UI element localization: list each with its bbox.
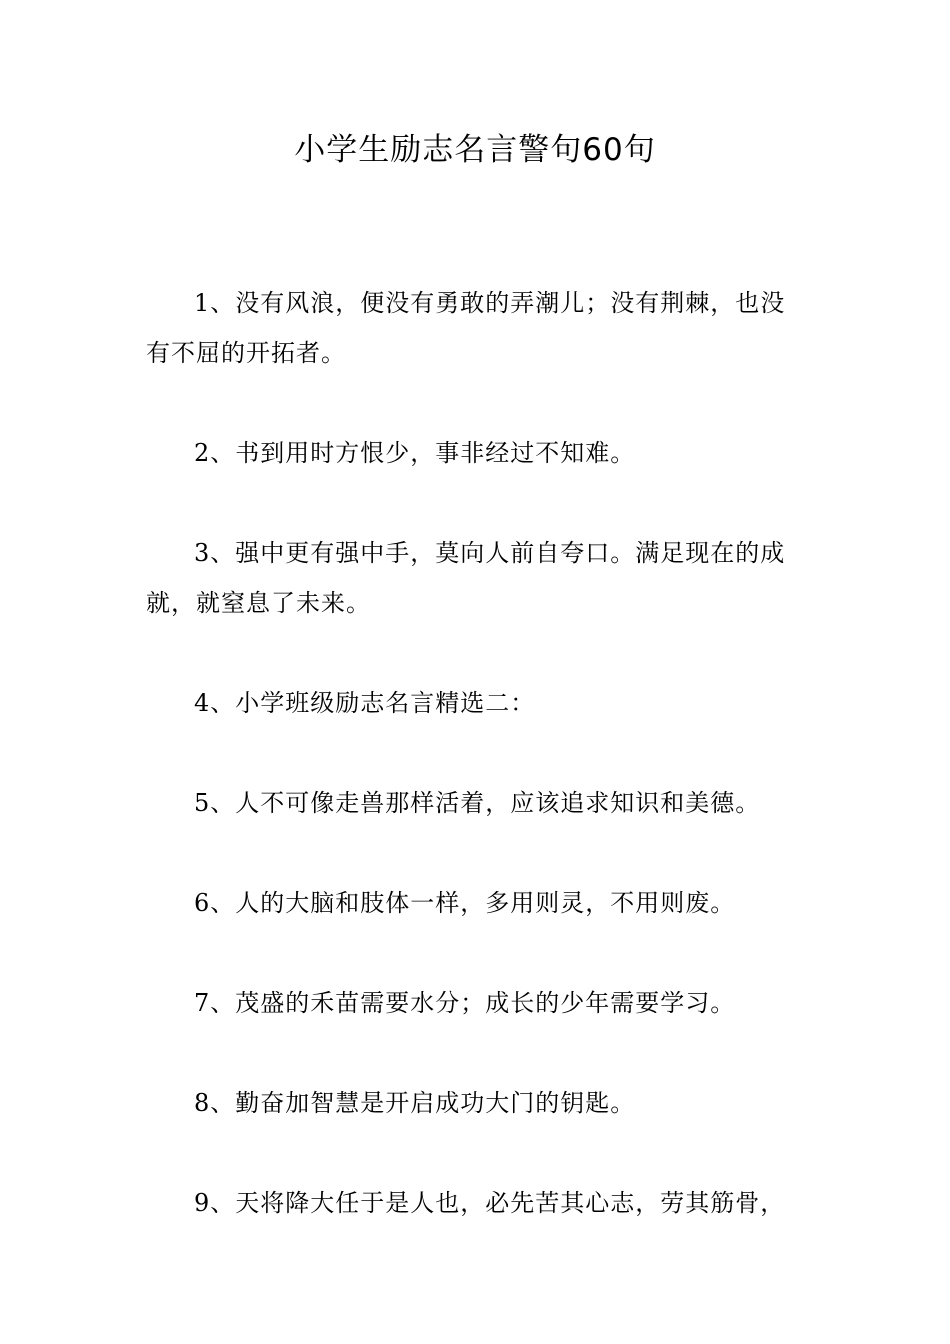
quote-paragraph-2: 2、书到用时方恨少，事非经过不知难。: [194, 439, 636, 467]
quote-paragraph-6: 6、人的大脑和肢体一样，多用则灵，不用则废。: [194, 889, 736, 917]
quote-paragraph-9: 9、天将降大任于是人也，必先苦其心志，劳其筋骨，: [194, 1189, 786, 1217]
quote-paragraph-7: 7、茂盛的禾苗需要水分；成长的少年需要学习。: [194, 989, 736, 1017]
quote-paragraph-8: 8、勤奋加智慧是开启成功大门的钥匙。: [194, 1089, 636, 1117]
quote-paragraph-4: 4、小学班级励志名言精选二：: [194, 689, 536, 717]
document-title: 小学生励志名言警句60句: [294, 132, 656, 168]
quote-paragraph-3: 3、强中更有强中手，莫向人前自夸口。满足现在的成就，就窒息了未来。: [146, 539, 786, 617]
quote-paragraph-5: 5、人不可像走兽那样活着，应该追求知识和美德。: [194, 789, 761, 817]
document-body: [146, 278, 808, 1278]
quote-paragraph-1: 1、没有风浪，便没有勇敢的弄潮儿；没有荆棘，也没有不屈的开拓者。: [146, 289, 786, 367]
